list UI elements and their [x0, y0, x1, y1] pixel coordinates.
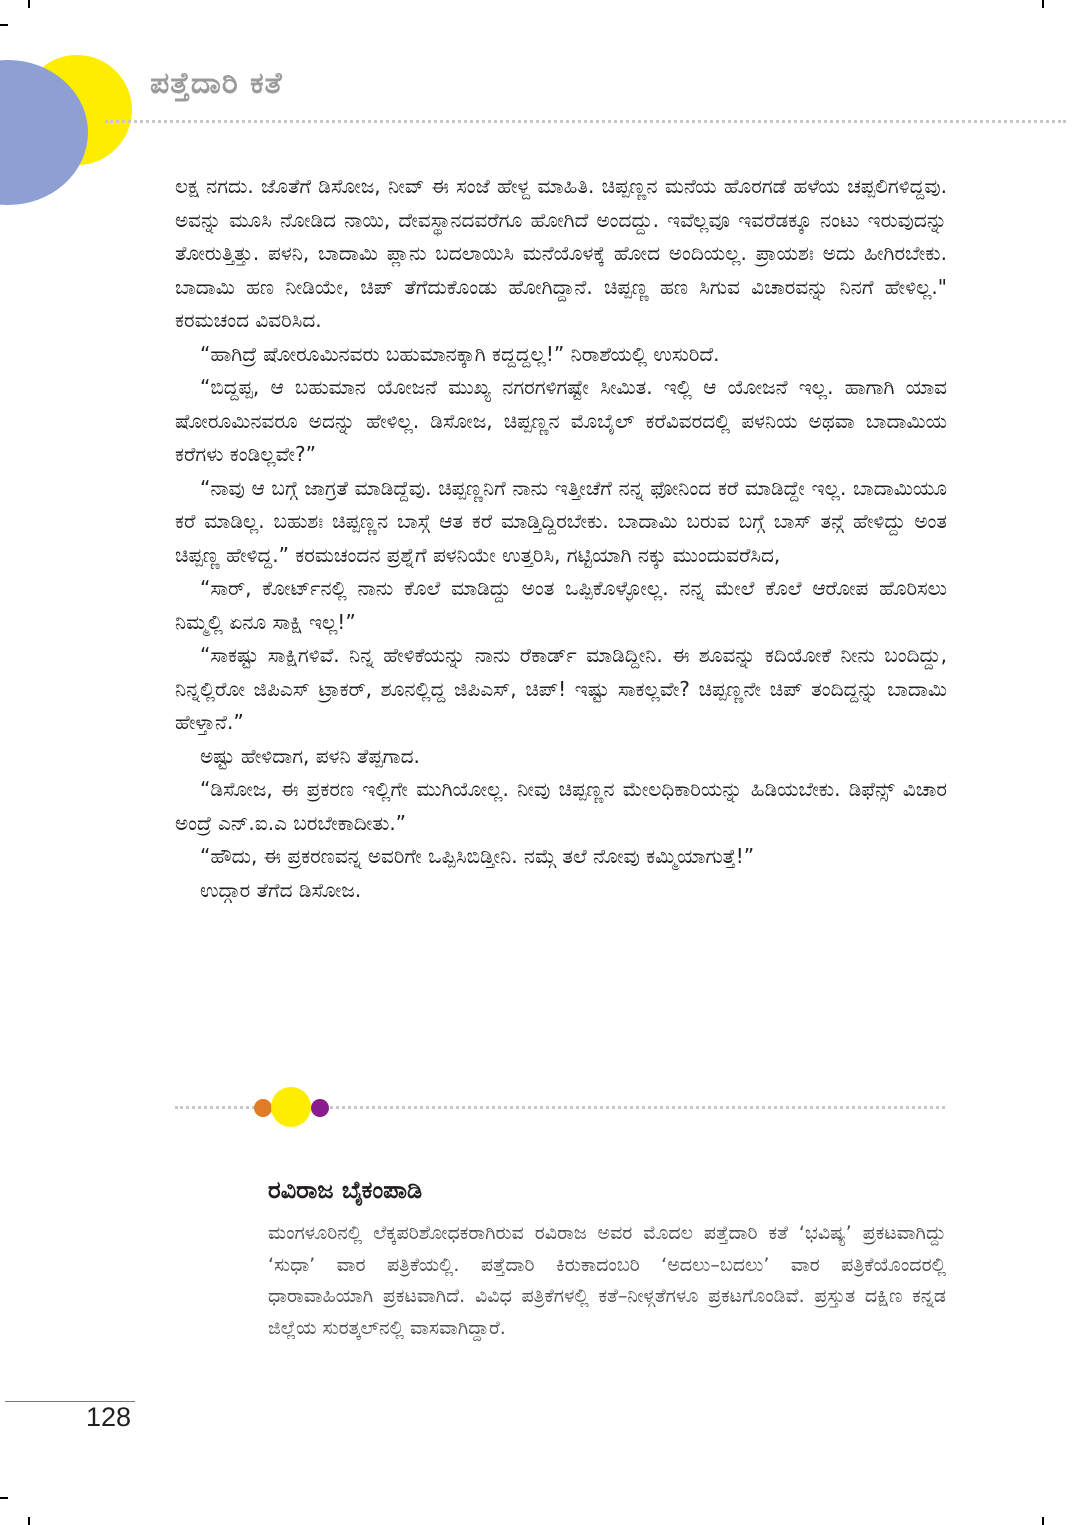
orange-dot-ornament — [254, 1099, 272, 1117]
page-number: 128 — [86, 1402, 132, 1432]
crop-mark-left-upper — [0, 24, 8, 26]
paragraph-7: ಅಷ್ಟು ಹೇಳಿದಾಗ, ಪಳನಿ ತೆಪ್ಪಗಾದ. — [200, 743, 420, 768]
yellow-dot-ornament — [271, 1087, 311, 1127]
paragraph-4: “ನಾವು ಆ ಬಗ್ಗೆ ಜಾಗ್ರತೆ ಮಾಡಿದ್ದೆವು. ಚಿಪ್ಪಣ್ಣನಿಗೆ ನಾನು ಇತ್ತೀಚೆಗೆ ನನ್ನ ಫೋನಿಂದ ಕರೆ ಮಾಡಿದ್ದೇ ಇಲ್ಲ. ಬಾದಾಮಿಯೂ ಕರೆ ಮಾಡಿಲ್ಲ. ಬಹುಶಃ ಚಿಪ್ಪಣ್ಣನ ಬಾಸ್ಗೆ ಆತ ಕರೆ ಮಾಡ್ತಿದ್ದಿರಬೇಕು. ಬಾದಾಮಿ ಬರುವ ಬಗ್ಗೆ ಬಾಸ್ ತನ್ಗೆ ಹೇಳಿದ್ದು ಅಂತ ಚಿಪ್ಪಣ್ಣ ಹೇಳಿದ್ದ.” ಕರಮಚಂದನ ಪ್ರಶ್ನೆಗೆ ಪಳನಿಯೇ ಉತ್ತರಿಸಿ, ಗಟ್ಟಿಯಾಗಿ ನಕ್ಕು ಮುಂದುವರೆಸಿದ, — [175, 475, 947, 567]
paragraph-5: “ಸಾರ್, ಕೋರ್ಟ್‌ನಲ್ಲಿ ನಾನು ಕೊಲೆ ಮಾಡಿದ್ದು ಅಂತ ಒಪ್ಪಿಕೊಳ್ಳೋಲ್ಲ. ನನ್ನ ಮೇಲೆ ಕೊಲೆ ಆರೋಪ ಹೊರಿಸಲು ನಿಮ್ಮಲ್ಲಿ ಏನೂ ಸಾಕ್ಷಿ ಇಲ್ಲ!” — [175, 576, 947, 634]
story-body — [175, 170, 947, 907]
running-header-title: ಪತ್ತೆದಾರಿ ಕತೆ — [150, 66, 283, 101]
paragraph-1: ಲಕ್ಷ ನಗದು. ಜೊತೆಗೆ ಡಿಸೋಜ, ನೀವ್ ಈ ಸಂಜೆ ಹೇಳ್ದ ಮಾಹಿತಿ. ಚಿಪ್ಪಣ್ಣನ ಮನೆಯ ಹೊರಗಡೆ ಹಳೆಯ ಚಪ್ಪಲಿಗಳಿದ್ದವು. ಅವನ್ನು ಮೂಸಿ ನೋಡಿದ ನಾಯಿ, ದೇವಸ್ಥಾನದವರೆಗೂ ಹೋಗಿದೆ ಅಂದದ್ದು. ಇವೆಲ್ಲವೂ ಇವರೆಡಕ್ಕೂ ನಂಟು ಇರುವುದನ್ನು ತೋರುತ್ತಿತ್ತು. ಪಳನಿ, ಬಾದಾಮಿ ಪ್ಲಾನು ಬದಲಾಯಿಸಿ ಮನೆಯೊಳಕ್ಕೆ ಹೋದ ಅಂದಿಯಲ್ಲ. ಪ್ರಾಯಶಃ ಅದು ಹೀಗಿರಬೇಕು. ಬಾದಾಮಿ ಹಣ ನೀಡಿಯೇ, ಚಿಪ್ ತೆಗೆದುಕೊಂಡು ಹೋಗಿದ್ದಾನೆ. ಚಿಪ್ಪಣ್ಣ ಹಣ ಸಿಗುವ ವಿಚಾರವನ್ನು ನಿನಗೆ ಹೇಳಿಲ್ಲ." ಕರಮಚಂದ ವಿವರಿಸಿದ. — [175, 174, 947, 332]
crop-mark-left-lower — [0, 1497, 8, 1499]
crop-mark-bottom-left — [28, 1517, 30, 1525]
header-dotted-rule — [105, 120, 1066, 123]
paragraph-10: ಉದ್ಗಾರ ತೆಗೆದ ಡಿಸೋಜ. — [200, 877, 362, 902]
paragraph-6: “ಸಾಕಷ್ಟು ಸಾಕ್ಷಿಗಳಿವೆ. ನಿನ್ನ ಹೇಳಿಕೆಯನ್ನು ನಾನು ರೆಕಾರ್ಡ್ ಮಾಡಿದ್ದೀನಿ. ಈ ಶೂವನ್ನು ಕದಿಯೋಕೆ ನೀನು ಬಂದಿದ್ದು, ನಿನ್ನಲ್ಲಿರೋ ಜಿಪಿಎಸ್ ಟ್ರಾಕರ್, ಶೂನಲ್ಲಿದ್ದ ಜಿಪಿಎಸ್, ಚಿಪ್! ಇಷ್ಟು ಸಾಕಲ್ಲವೇ? ಚಿಪ್ಪಣ್ಣನೇ ಚಿಪ್ ತಂದಿದ್ದನ್ನು ಬಾದಾಮಿ ಹೇಳ್ತಾನೆ.” — [175, 643, 947, 734]
paragraph-8: “ಡಿಸೋಜ, ಈ ಪ್ರಕರಣ ಇಲ್ಲಿಗೇ ಮುಗಿಯೋಲ್ಲ. ನೀವು ಚಿಪ್ಪಣ್ಣನ ಮೇಲಧಿಕಾರಿಯನ್ನು ಹಿಡಿಯಬೇಕು. ಡಿಫೆನ್ಸ್ ವಿಚಾರ ಅಂದ್ರೆ ಎನ್.ಐ.ಎ ಬರಬೇಕಾದೀತು.” — [175, 777, 947, 835]
paragraph-2: “ಹಾಗಿದ್ರೆ ಷೋರೂಮಿನವರು ಬಹುಮಾನಕ್ಕಾಗಿ ಕದ್ದದ್ದಲ್ಲ!” ನಿರಾಶೆಯಲ್ಲಿ ಉಸುರಿದೆ. — [200, 341, 720, 366]
crop-mark-top-left — [28, 0, 30, 8]
author-name: ರವಿರಾಜ ಬೈಕಂಪಾಡಿ — [268, 1176, 423, 1204]
purple-dot-ornament — [311, 1099, 329, 1117]
paragraph-9: “ಹೌದು, ಈ ಪ್ರಕರಣವನ್ನ ಅವರಿಗೇ ಒಪ್ಪಿಸಿಬಿಡ್ತೀನಿ. ನಮ್ಗೆ ತಲೆ ನೋವು ಕಮ್ಮಿಯಾಗುತ್ತೆ!” — [200, 844, 755, 868]
author-bio: ಮಂಗಳೂರಿನಲ್ಲಿ ಲೆಕ್ಕಪರಿಶೋಧಕರಾಗಿರುವ ರವಿರಾಜ ಅವರ ಮೊದಲ ಪತ್ತೆದಾರಿ ಕತೆ ‘ಭವಿಷ್ಯ’ ಪ್ರಕಟವಾಗಿದ್ದು ‘ಸುಧಾ’ ವಾರ ಪತ್ರಿಕೆಯಲ್ಲಿ. ಪತ್ತೆದಾರಿ ಕಿರುಕಾದಂಬರಿ ‘ಅದಲು–ಬದಲು’ ವಾರ ಪತ್ರಿಕೆಯೊಂದರಲ್ಲಿ ಧಾರಾವಾಹಿಯಾಗಿ ಪ್ರಕಟವಾಗಿದೆ. ವಿವಿಧ ಪತ್ರಿಕೆಗಳಲ್ಲಿ ಕತೆ–ನೀಳ್ಗತೆಗಳೂ ಪ್ರಕಟಗೊಂಡಿವೆ. ಪ್ರಸ್ತುತ ದಕ್ಷಿಣ ಕನ್ನಡ ಜಿಲ್ಲೆಯ ಸುರತ್ಕಲ್‌ನಲ್ಲಿ ವಾಸವಾಗಿದ್ದಾರೆ. — [268, 1222, 946, 1339]
crop-mark-bottom-right — [1042, 1517, 1044, 1525]
paragraph-3: “ಬಿದ್ದಪ್ಪ, ಆ ಬಹುಮಾನ ಯೋಜನೆ ಮುಖ್ಯ ನಗರಗಳಿಗಷ್ಟೇ ಸೀಮಿತ. ಇಲ್ಲಿ ಆ ಯೋಜನೆ ಇಲ್ಲ. ಹಾಗಾಗಿ ಯಾವ ಷೋರೂಮಿನವರೂ ಅದನ್ನು ಹೇಳಿಲ್ಲ. ಡಿಸೋಜ, ಚಿಪ್ಪಣ್ಣನ ಮೊಬೈಲ್ ಕರೆವಿವರದಲ್ಲಿ ಪಳನಿಯ ಅಥವಾ ಬಾದಾಮಿಯ ಕರೆಗಳು ಕಂಡಿಲ್ಲವೇ?” — [175, 375, 947, 466]
crop-mark-top-right — [1042, 0, 1044, 8]
